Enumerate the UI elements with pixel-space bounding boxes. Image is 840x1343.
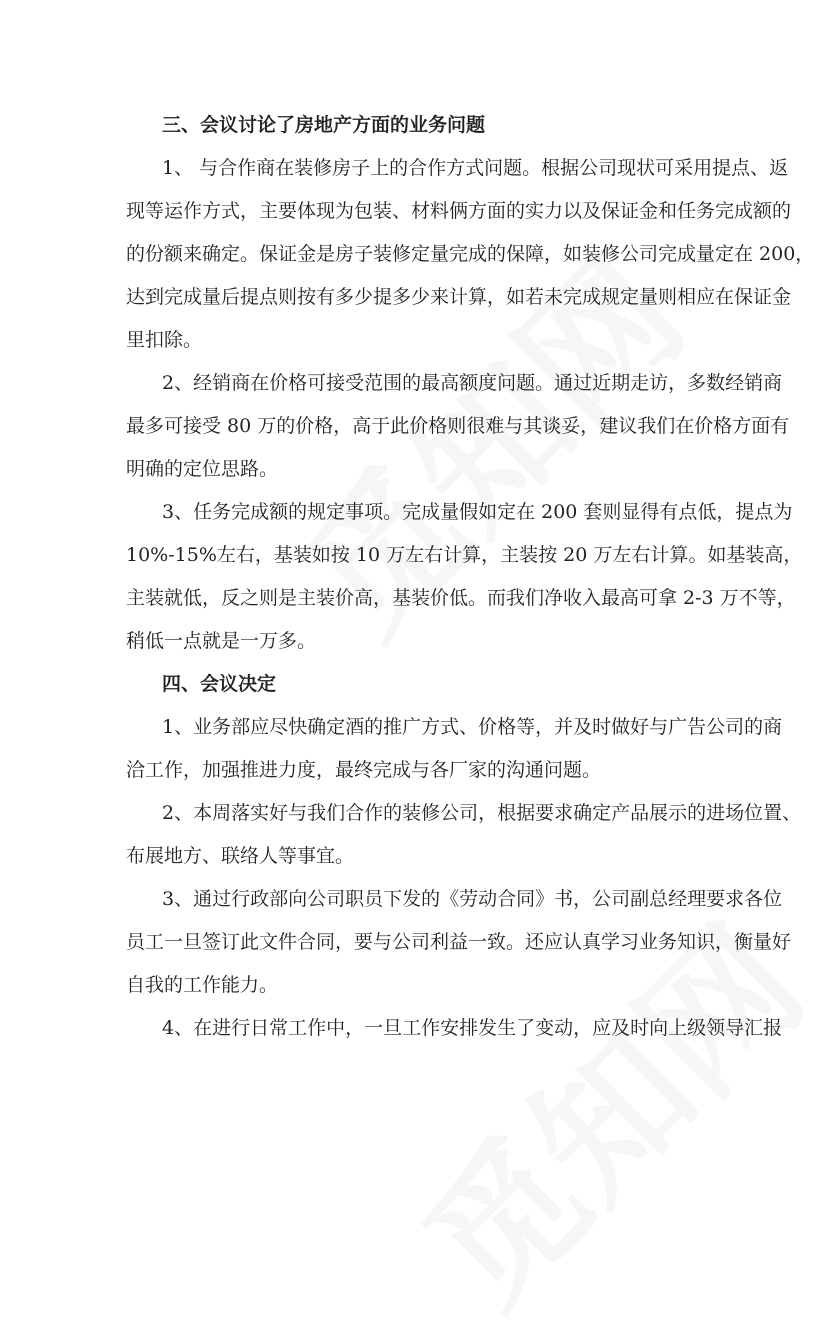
paragraph-line: 里扣除。 — [126, 329, 203, 351]
paragraph-line: 洽工作，加强推进力度，最终完成与各厂家的沟通问题。 — [126, 759, 602, 781]
paragraph-line: 10%-15%左右，基装如按 10 万左右计算，主装按 20 万左右计算。如基装高， — [126, 544, 803, 566]
paragraph-line: 2、本周落实好与我们合作的装修公司，根据要求确定产品展示的进场位置、 — [162, 802, 802, 824]
paragraph-line: 布展地方、联络人等事宜。 — [126, 845, 355, 867]
paragraph-line: 3、任务完成额的规定事项。完成量假如定在 200 套则显得有点低，提点为 — [162, 501, 793, 523]
paragraph-line: 员工一旦签订此文件合同，要与公司利益一致。还应认真学习业务知识，衡量好 — [126, 931, 792, 953]
paragraph-line: 稍低一点就是一万多。 — [126, 630, 317, 652]
paragraph-line: 现等运作方式，主要体现为包装、材料俩方面的实力以及保证金和任务完成额的 — [126, 200, 792, 222]
document-page — [126, 104, 815, 1050]
paragraph-line: 自我的工作能力。 — [126, 974, 279, 996]
section-heading: 四、会议决定 — [162, 673, 277, 695]
paragraph-line: 3、通过行政部向公司职员下发的《劳动合同》书，公司副总经理要求各位 — [162, 888, 783, 910]
paragraph-line: 达到完成量后提点则按有多少提多少来计算，如若未完成规定量则相应在保证金 — [126, 286, 792, 308]
paragraph-line: 的份额来确定。保证金是房子装修定量完成的保障，如装修公司完成量定在 200， — [126, 243, 815, 265]
paragraph-line: 1、业务部应尽快确定酒的推广方式、价格等，并及时做好与广告公司的商 — [162, 716, 783, 738]
paragraph-line: 明确的定位思路。 — [126, 458, 279, 480]
paragraph-line: 主装就低，反之则是主装价高，基装价低。而我们净收入最高可拿 2-3 万不等， — [126, 587, 796, 609]
paragraph-line: 1、 与合作商在装修房子上的合作方式问题。根据公司现状可采用提点、返 — [162, 157, 789, 179]
section-heading: 三、会议讨论了房地产方面的业务问题 — [162, 114, 486, 136]
paragraph-line: 4、在进行日常工作中，一旦工作安排发生了变动，应及时向上级领导汇报 — [162, 1017, 783, 1039]
paragraph-line: 最多可接受 80 万的价格，高于此价格则很难与其谈妥，建议我们在价格方面有 — [126, 415, 790, 437]
paragraph-line: 2、经销商在价格可接受范围的最高额度问题。通过近期走访，多数经销商 — [162, 372, 783, 394]
